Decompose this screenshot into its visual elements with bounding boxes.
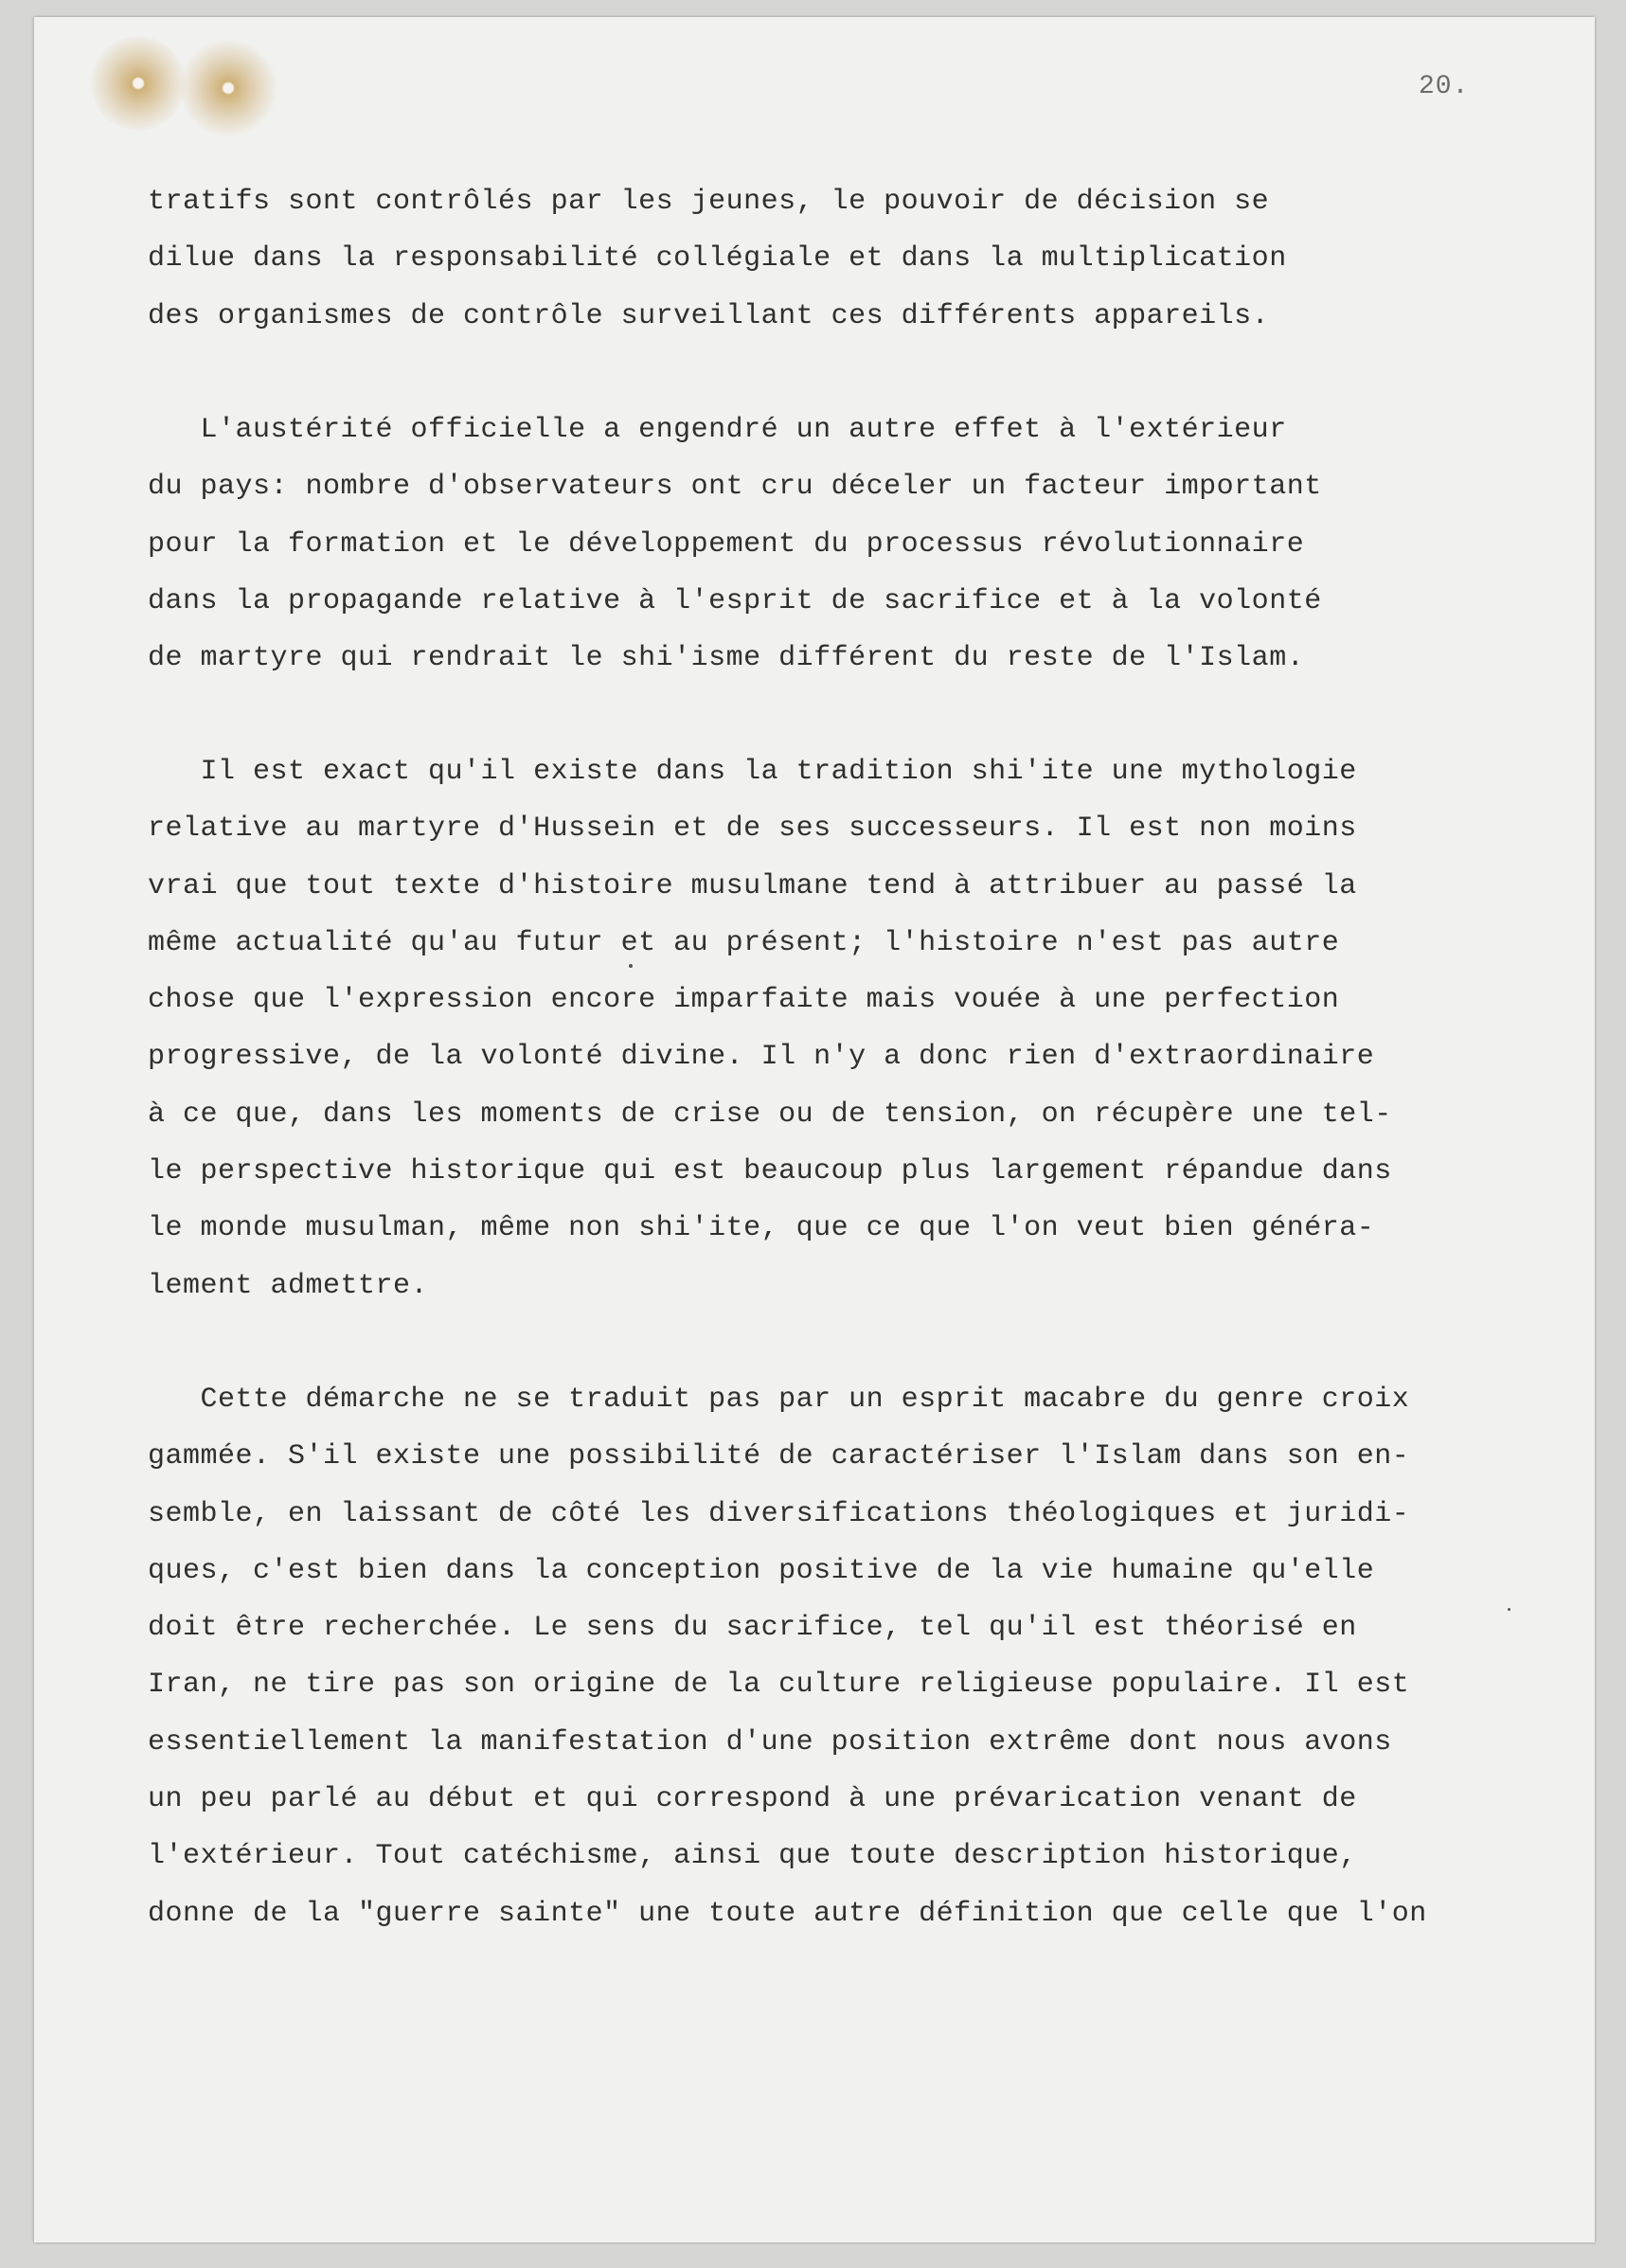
text-line: donne de la "guerre sainte" une toute autre définition que celle que l'on <box>148 1897 1427 1930</box>
text-line: lement admettre. <box>148 1269 429 1302</box>
text-line: progressive, de la volonté divine. Il n'y a donc rien d'extraordinaire <box>148 1041 1375 1074</box>
page-number: 20. <box>1419 72 1470 101</box>
text-line: chose que l'expression encore imparfaite mais vouée à une perfection <box>148 984 1340 1017</box>
text-line: Iran, ne tire pas son origine de la culture religieuse populaire. Il est <box>148 1669 1410 1702</box>
text-line: tratifs sont contrôlés par les jeunes, le pouvoir de décision se <box>148 186 1270 218</box>
text-line: l'extérieur. Tout catéchisme, ainsi que toute description historique, <box>148 1840 1357 1873</box>
text-line: pour la formation et le développement du processus révolutionnaire <box>148 527 1305 561</box>
text-line: Cette démarche ne se traduit pas par un esprit macabre du genre croix <box>148 1384 1410 1416</box>
text-line: un peu parlé au début et qui correspond à une prévarication venant de <box>148 1783 1357 1816</box>
text-line: dans la propagande relative à l'esprit de sacrifice et à la volonté <box>148 584 1322 617</box>
paragraph-2 <box>148 402 1322 687</box>
text-line: le monde musulman, même non shi'ite, que ce que l'on veut bien généra- <box>148 1212 1375 1245</box>
text-line: de martyre qui rendrait le shi'isme différent du reste de l'Islam. <box>148 642 1305 675</box>
text-line: doit être recherchée. Le sens du sacrifice, tel qu'il est théorisé en <box>148 1612 1357 1645</box>
paragraph-3 <box>148 743 1392 1314</box>
text-line: Il est exact qu'il existe dans la tradition shi'ite une mythologie <box>148 756 1357 788</box>
stray-ink-mark <box>629 964 633 968</box>
text-line: à ce que, dans les moments de crise ou de tension, on récupère une tel- <box>148 1098 1392 1131</box>
text-line: essentiellement la manifestation d'une position extrême dont nous avons <box>148 1725 1392 1759</box>
paragraph-1 <box>148 173 1287 345</box>
text-line: même actualité qu'au futur et au présent; l'histoire n'est pas autre <box>148 926 1340 959</box>
punch-hole-stain <box>176 36 280 140</box>
typewritten-page <box>34 17 1595 2242</box>
text-line: dilue dans la responsabilité collégiale et dans la multiplication <box>148 242 1287 276</box>
text-line: relative au martyre d'Hussein et de ses successeurs. Il est non moins <box>148 813 1357 846</box>
text-line: gammée. S'il existe une possibilité de caractériser l'Islam dans son en- <box>148 1440 1410 1473</box>
punch-hole-stain <box>91 36 186 131</box>
stray-ink-mark <box>1508 1608 1510 1611</box>
text-line: du pays: nombre d'observateurs ont cru déceler un facteur important <box>148 471 1322 504</box>
text-line: semble, en laissant de côté les diversifications théologiques et juridi- <box>148 1497 1410 1530</box>
text-line: L'austérité officielle a engendré un autre effet à l'extérieur <box>148 414 1287 446</box>
text-line: des organismes de contrôle surveillant ces différents appareils. <box>148 299 1270 332</box>
paragraph-4 <box>148 1371 1427 1942</box>
text-line: le perspective historique qui est beaucoup plus largement répandue dans <box>148 1155 1392 1188</box>
text-line: ques, c'est bien dans la conception positive de la vie humaine qu'elle <box>148 1554 1375 1587</box>
text-line: vrai que tout texte d'histoire musulmane tend à attribuer au passé la <box>148 869 1357 902</box>
